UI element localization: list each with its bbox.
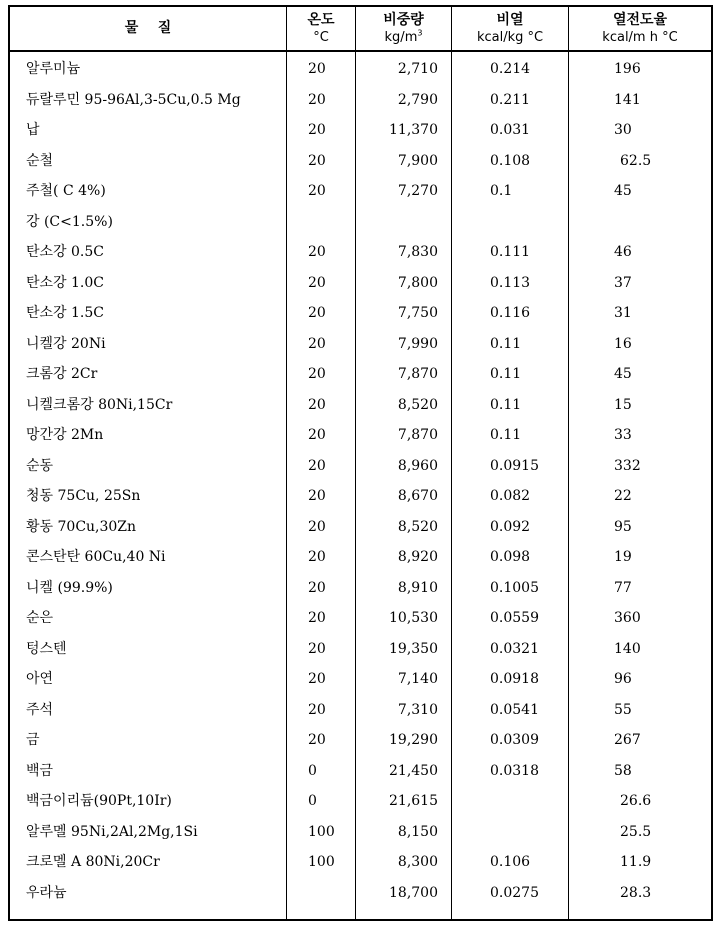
table-row	[10, 420, 711, 450]
conductivity-cell: 22	[614, 488, 632, 504]
specific-heat-cell: 0.0318	[490, 762, 539, 779]
conductivity-cell: 30	[614, 122, 632, 138]
header-temperature-title: 온도	[307, 11, 335, 28]
material-name-cell: 백금	[26, 762, 54, 779]
material-name-cell: 황동 70Cu,30Zn	[26, 518, 137, 535]
material-name-cell: 주철( C 4%)	[26, 183, 106, 199]
specific-heat-cell: 0.108	[490, 152, 531, 169]
table-row	[10, 207, 711, 237]
density-cell: 8,150	[397, 823, 438, 840]
density-cell: 2,710	[397, 61, 438, 77]
conductivity-cell: 28.3	[620, 884, 652, 901]
specific-heat-cell: 0.082	[490, 488, 531, 504]
table-row	[10, 573, 711, 603]
conductivity-cell: 25.5	[620, 823, 652, 840]
material-name-cell: 납	[26, 122, 40, 138]
conductivity-cell: 55	[614, 701, 632, 718]
material-name-cell: 청동 75Cu, 25Sn	[26, 488, 141, 504]
table-row	[10, 664, 711, 694]
density-cell: 8,520	[397, 396, 438, 413]
conductivity-cell: 96	[614, 671, 632, 687]
table-row	[10, 756, 711, 786]
temperature-cell: 0	[308, 793, 317, 809]
temperature-cell: 20	[308, 640, 326, 657]
temperature-cell: 20	[308, 305, 326, 321]
table-row	[10, 176, 711, 206]
density-cell: 18,700	[389, 884, 438, 901]
material-name-cell: 텅스텐	[26, 640, 67, 657]
table-row	[10, 786, 711, 816]
density-cell: 7,140	[397, 671, 438, 687]
density-cell: 8,520	[397, 518, 438, 535]
header-specific-heat-title: 비열	[496, 11, 524, 28]
table-header	[10, 7, 711, 52]
density-cell: 8,300	[397, 854, 438, 870]
material-name-cell: 크롬강 2Cr	[26, 366, 98, 382]
density-cell: 21,615	[389, 793, 438, 809]
material-name-cell: 니켈크롬강 80Ni,15Cr	[26, 396, 173, 413]
temperature-cell: 20	[308, 427, 326, 443]
density-cell: 7,830	[397, 244, 438, 260]
material-name-cell: 망간강 2Mn	[26, 427, 104, 443]
specific-heat-cell: 0.0918	[490, 671, 539, 687]
density-cell: 7,870	[397, 427, 438, 443]
conductivity-cell: 11.9	[620, 854, 652, 870]
table-row	[10, 115, 711, 145]
table-row	[10, 54, 711, 84]
density-cell: 7,310	[397, 701, 438, 718]
temperature-cell: 0	[308, 762, 317, 779]
density-cell: 7,990	[397, 335, 438, 352]
specific-heat-cell: 0.1	[490, 183, 513, 199]
specific-heat-cell: 0.0915	[490, 457, 539, 474]
conductivity-cell: 45	[614, 183, 632, 199]
specific-heat-cell: 0.031	[490, 122, 531, 138]
conductivity-cell: 19	[614, 549, 632, 565]
header-conductivity-unit: kcal/m h °C	[602, 29, 678, 45]
header-material-label: 물 질	[124, 20, 172, 36]
temperature-cell: 20	[308, 396, 326, 413]
table-row	[10, 725, 711, 755]
conductivity-cell: 26.6	[620, 793, 652, 809]
table-row	[10, 85, 711, 115]
density-cell: 21,450	[389, 762, 438, 779]
density-cell: 19,290	[389, 732, 438, 748]
temperature-cell: 20	[308, 549, 326, 565]
conductivity-cell: 58	[614, 762, 632, 779]
specific-heat-cell: 0.092	[490, 518, 531, 535]
conductivity-cell: 16	[614, 335, 632, 352]
table-row	[10, 634, 711, 664]
material-properties-table	[8, 5, 713, 921]
conductivity-cell: 95	[614, 518, 632, 535]
table-row	[10, 512, 711, 542]
header-density	[356, 7, 451, 50]
conductivity-cell: 33	[614, 427, 632, 443]
specific-heat-cell: 0.0541	[490, 701, 539, 718]
density-cell: 8,960	[397, 457, 438, 474]
temperature-cell: 20	[308, 701, 326, 718]
table-row	[10, 237, 711, 267]
density-cell: 2,790	[397, 91, 438, 108]
table-row	[10, 146, 711, 176]
table-row	[10, 390, 711, 420]
specific-heat-cell: 0.11	[490, 427, 522, 443]
conductivity-cell: 267	[614, 732, 641, 748]
temperature-cell: 100	[308, 854, 335, 870]
material-name-cell: 순철	[26, 152, 54, 169]
header-density-unit-base: kg/m	[384, 29, 418, 45]
table-row	[10, 603, 711, 633]
temperature-cell: 20	[308, 610, 326, 626]
conductivity-cell: 62.5	[620, 152, 652, 169]
table-row	[10, 268, 711, 298]
table-row	[10, 542, 711, 572]
conductivity-cell: 31	[614, 305, 632, 321]
density-cell: 19,350	[389, 640, 438, 657]
specific-heat-cell: 0.214	[490, 61, 531, 77]
header-temperature-unit: °C	[313, 29, 329, 45]
conductivity-cell: 140	[614, 640, 641, 657]
conductivity-cell: 46	[614, 244, 632, 260]
conductivity-cell: 360	[614, 610, 641, 626]
material-name-cell: 순동	[26, 457, 54, 474]
temperature-cell: 20	[308, 579, 326, 596]
conductivity-cell: 45	[614, 366, 632, 382]
temperature-cell: 20	[308, 366, 326, 382]
table-body	[10, 52, 711, 919]
specific-heat-cell: 0.0559	[490, 610, 539, 626]
material-name-cell: 알루멜 95Ni,2Al,2Mg,1Si	[26, 823, 198, 840]
material-name-cell: 듀랄루민 95-96Al,3-5Cu,0.5 Mg	[26, 91, 241, 108]
specific-heat-cell: 0.116	[490, 305, 531, 321]
temperature-cell: 20	[308, 671, 326, 687]
density-cell: 11,370	[389, 122, 438, 138]
conductivity-cell: 141	[614, 91, 641, 108]
header-density-title: 비중량	[383, 11, 424, 28]
specific-heat-cell: 0.211	[490, 91, 531, 108]
table-row	[10, 359, 711, 389]
material-name-cell: 탄소강 1.0C	[26, 274, 104, 291]
header-conductivity	[569, 7, 711, 50]
density-cell: 7,900	[397, 152, 438, 169]
header-specific-heat	[452, 7, 568, 50]
temperature-cell: 20	[308, 91, 326, 108]
table-row	[10, 481, 711, 511]
specific-heat-cell: 0.11	[490, 366, 522, 382]
material-name-cell: 탄소강 1.5C	[26, 305, 104, 321]
conductivity-cell: 15	[614, 396, 632, 413]
density-cell: 8,920	[397, 549, 438, 565]
density-cell: 7,870	[397, 366, 438, 382]
density-cell: 8,670	[397, 488, 438, 504]
conductivity-cell: 77	[614, 579, 632, 596]
table-row	[10, 878, 711, 908]
density-cell: 7,750	[397, 305, 438, 321]
conductivity-cell: 196	[614, 61, 641, 77]
specific-heat-cell: 0.11	[490, 396, 522, 413]
header-temperature	[287, 7, 355, 50]
density-cell: 7,800	[397, 274, 438, 291]
conductivity-cell: 332	[614, 457, 641, 474]
density-cell: 7,270	[397, 183, 438, 199]
specific-heat-cell: 0.113	[490, 274, 531, 291]
material-name-cell: 우라늄	[26, 884, 67, 901]
material-name-cell: 백금이리듐(90Pt,10Ir)	[26, 793, 172, 809]
conductivity-cell: 37	[614, 274, 632, 291]
density-cell: 10,530	[389, 610, 438, 626]
table-row	[10, 329, 711, 359]
specific-heat-cell: 0.0321	[490, 640, 539, 657]
specific-heat-cell: 0.11	[490, 335, 522, 352]
material-name-cell: 강 (C<1.5%)	[26, 213, 113, 230]
material-name-cell: 니켈 (99.9%)	[26, 579, 113, 596]
header-specific-heat-unit: kcal/kg °C	[476, 29, 544, 45]
specific-heat-cell: 0.098	[490, 549, 531, 565]
temperature-cell: 100	[308, 823, 335, 840]
table-row	[10, 298, 711, 328]
table-row	[10, 451, 711, 481]
material-name-cell: 콘스탄탄 60Cu,40 Ni	[26, 549, 166, 565]
temperature-cell: 20	[308, 732, 326, 748]
temperature-cell: 20	[308, 122, 326, 138]
material-name-cell: 순은	[26, 610, 54, 626]
table-row	[10, 695, 711, 725]
temperature-cell: 20	[308, 244, 326, 260]
temperature-cell: 20	[308, 457, 326, 474]
specific-heat-cell: 0.0275	[490, 884, 539, 901]
temperature-cell: 20	[308, 488, 326, 504]
specific-heat-cell: 0.111	[490, 244, 531, 260]
temperature-cell: 20	[308, 274, 326, 291]
specific-heat-cell: 0.0309	[490, 732, 539, 748]
density-cell	[350, 207, 438, 237]
specific-heat-cell: 0.1005	[490, 579, 539, 596]
temperature-cell: 20	[308, 518, 326, 535]
header-density-unit-exponent: 3	[417, 28, 423, 38]
temperature-cell: 20	[308, 335, 326, 352]
specific-heat-cell: 0.106	[490, 854, 531, 870]
header-conductivity-title: 열전도율	[612, 11, 668, 28]
temperature-cell: 20	[308, 183, 326, 199]
material-name-cell: 주석	[26, 701, 54, 718]
material-name-cell: 금	[26, 732, 40, 748]
material-name-cell: 탄소강 0.5C	[26, 244, 104, 260]
material-name-cell: 니켈강 20Ni	[26, 335, 106, 352]
density-cell: 8,910	[397, 579, 438, 596]
material-name-cell: 크로멜 A 80Ni,20Cr	[26, 854, 160, 870]
header-material	[10, 7, 286, 50]
material-name-cell: 알루미늄	[26, 61, 81, 77]
table-row	[10, 847, 711, 877]
temperature-cell: 20	[308, 152, 326, 169]
material-name-cell: 아연	[26, 671, 54, 687]
header-density-unit	[385, 29, 423, 46]
table-row	[10, 817, 711, 847]
temperature-cell: 20	[308, 61, 326, 77]
